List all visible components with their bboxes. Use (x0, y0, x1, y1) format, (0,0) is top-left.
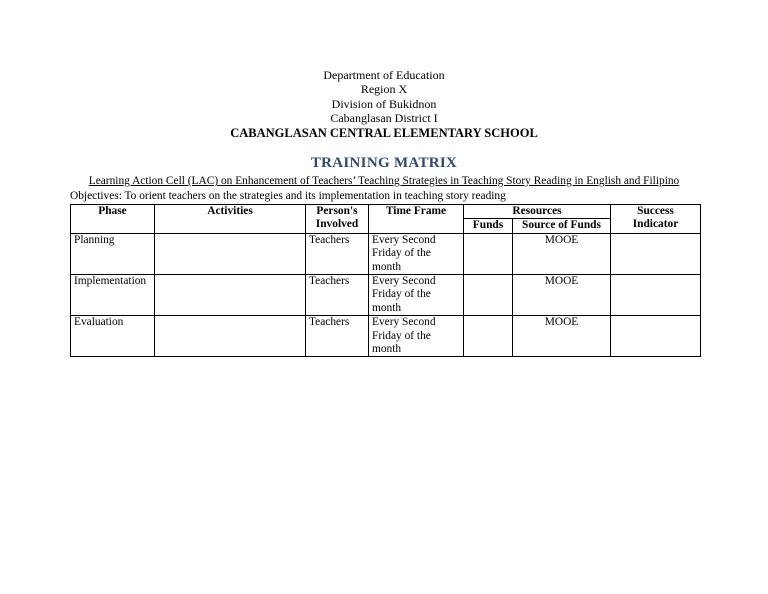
header-success-line2: Indicator (632, 218, 679, 231)
cell-activities (155, 233, 306, 274)
department-line: Department of Education (323, 68, 445, 82)
objectives-text: Objectives: To orient teachers on the strategies and its implementation in teaching story reading (70, 190, 506, 202)
cell-time-frame: Every Second Friday of the month (369, 316, 464, 357)
cell-persons: Teachers (306, 233, 369, 274)
cell-persons: Teachers (306, 275, 369, 316)
header-funds: Funds (464, 219, 513, 233)
document-title: TRAINING MATRIX (310, 155, 458, 171)
table-row (71, 233, 701, 274)
document-subtitle: Learning Action Cell (LAC) on Enhancement of Teachers’ Teaching Strategies in Teaching Story Reading in English and Filipino (88, 175, 680, 187)
table-row (71, 316, 701, 357)
header-persons-line1: Person's (316, 205, 358, 217)
district-line: Cabanglasan District I (330, 111, 438, 126)
cell-indicator (611, 316, 701, 357)
header-success-indicator (611, 205, 701, 234)
header-persons-line2: Involved (315, 218, 359, 231)
cell-time-frame: Every Second Friday of the month (369, 275, 464, 316)
cell-phase: Evaluation (71, 316, 155, 357)
cell-source: MOOE (513, 316, 611, 357)
table-row (71, 275, 701, 316)
cell-source: MOOE (513, 275, 611, 316)
document-header (0, 68, 768, 140)
header-time-frame: Time Frame (369, 205, 464, 234)
division-line: Division of Bukidnon (331, 96, 437, 111)
header-activities: Activities (155, 205, 306, 234)
cell-activities (155, 316, 306, 357)
cell-phase: Implementation (71, 275, 155, 316)
cell-source: MOOE (513, 233, 611, 274)
header-source-of-funds: Source of Funds (513, 219, 611, 233)
cell-time-frame: Every Second Friday of the month (369, 233, 464, 274)
header-persons-involved (306, 205, 369, 234)
cell-activities (155, 275, 306, 316)
cell-funds (464, 233, 513, 274)
header-resources: Resources (464, 205, 611, 219)
cell-funds (464, 275, 513, 316)
cell-funds (464, 316, 513, 357)
cell-indicator (611, 233, 701, 274)
header-success-line1: Success (637, 205, 674, 217)
cell-indicator (611, 275, 701, 316)
cell-phase: Planning (71, 233, 155, 274)
school-name: CABANGLASAN CENTRAL ELEMENTARY SCHOOL (230, 125, 538, 140)
region-line: Region X (360, 82, 408, 97)
training-matrix-table (70, 204, 701, 357)
header-phase: Phase (71, 205, 155, 234)
cell-persons: Teachers (306, 316, 369, 357)
